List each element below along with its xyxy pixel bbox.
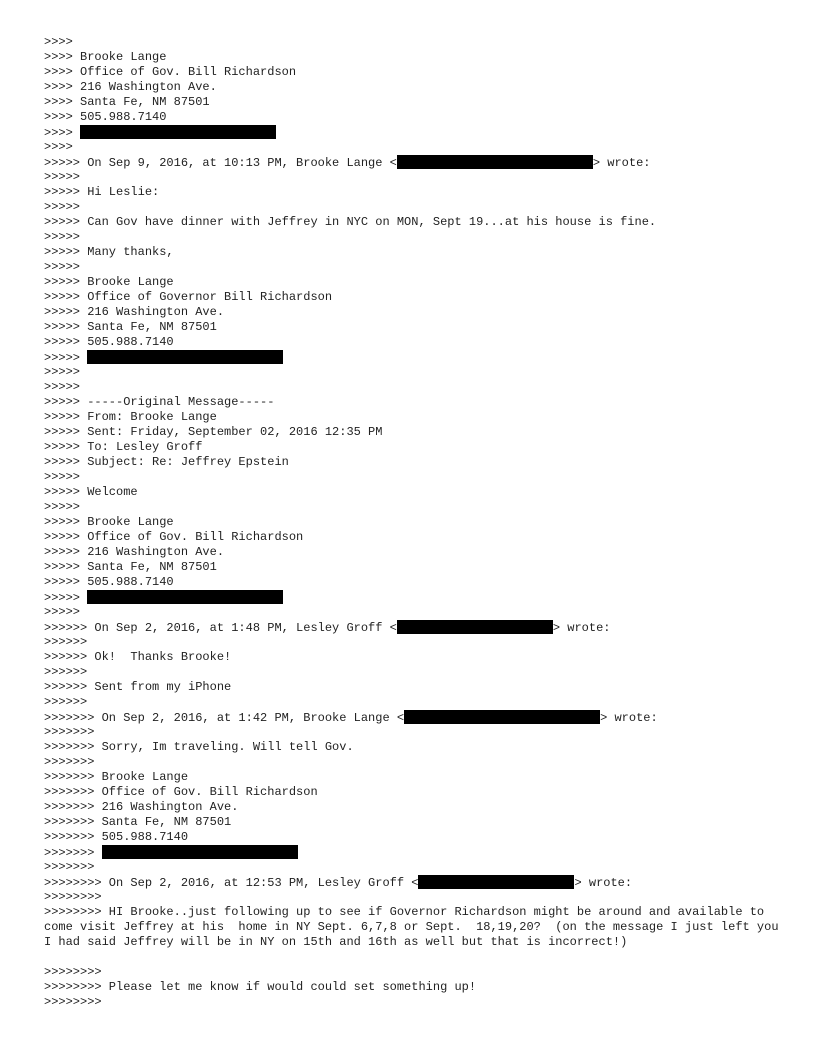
redaction-block [87, 350, 283, 364]
text-line [44, 170, 792, 185]
text-line [44, 875, 792, 890]
line-text: >>>>>>> 216 Washington Ave. [44, 800, 239, 814]
line-text: >>>>>> Sent from my iPhone [44, 680, 232, 694]
text-line [44, 650, 792, 665]
line-text: >>>>>> [44, 665, 88, 679]
text-line [44, 860, 792, 875]
text-line [44, 455, 792, 470]
line-text: >>>>> [44, 365, 81, 379]
text-line [44, 980, 792, 995]
text-line [44, 50, 792, 65]
line-text: >>>>> [44, 230, 81, 244]
text-line [44, 350, 792, 365]
text-line [44, 620, 792, 635]
line-text: >>>>> Brooke Lange [44, 515, 174, 529]
text-line [44, 260, 792, 275]
line-text: >>>>>>>> [44, 965, 102, 979]
line-text: >>>>> [44, 380, 81, 394]
line-text: >>>>> Subject: Re: Jeffrey Epstein [44, 455, 289, 469]
line-text: >>>>>>> Office of Gov. Bill Richardson [44, 785, 318, 799]
line-text: >>>>> Hi Leslie: [44, 185, 160, 199]
text-line [44, 275, 792, 290]
text-line [44, 320, 792, 335]
text-line [44, 125, 792, 140]
line-text: >>>>> Santa Fe, NM 87501 [44, 560, 217, 574]
text-line [44, 725, 792, 740]
line-text: >>>>>> On Sep 2, 2016, at 1:48 PM, Lesley Groff < [44, 621, 397, 635]
line-text: >>>>> Can Gov have dinner with Jeffrey in NYC on MON, Sept 19...at his house is fine. [44, 215, 657, 229]
line-text: >>>>> Office of Governor Bill Richardson [44, 290, 333, 304]
text-line [44, 785, 792, 800]
line-text: >>>>>>> Santa Fe, NM 87501 [44, 815, 232, 829]
line-text: >>>>> [44, 351, 88, 365]
redaction-block [102, 845, 298, 859]
text-line [44, 965, 792, 980]
line-text: >>>> [44, 35, 73, 49]
text-line [44, 365, 792, 380]
line-text: >>>>> 216 Washington Ave. [44, 545, 225, 559]
line-text: >>>>> Sent: Friday, September 02, 2016 12:35 PM [44, 425, 383, 439]
line-text: >>>>> From: Brooke Lange [44, 410, 217, 424]
line-text: >>>>>>> [44, 755, 95, 769]
text-line [44, 80, 792, 95]
line-text: >>>>> [44, 605, 81, 619]
line-text: >>>>> Santa Fe, NM 87501 [44, 320, 217, 334]
text-line [44, 155, 792, 170]
text-line [44, 710, 792, 725]
text-line [44, 770, 792, 785]
text-line [44, 890, 792, 905]
line-text: >>>> Santa Fe, NM 87501 [44, 95, 210, 109]
line-text: >>>>> 505.988.7140 [44, 335, 174, 349]
text-line [44, 815, 792, 830]
line-text: >>>>>>>> HI Brooke..just following up to see if Governor Richardson might be around and available to come visit Jeffrey at his home in NY Sept. 6,7,8 or Sept. 18,19,20? (on the message I just left you I had said Jeffrey will be in NY on 15th and 16th as well but that is incorrect!) [44, 905, 786, 949]
line-text: >>>>> Office of Gov. Bill Richardson [44, 530, 304, 544]
text-line [44, 635, 792, 650]
text-line [44, 470, 792, 485]
redaction-block [397, 155, 593, 169]
text-line [44, 590, 792, 605]
line-text: >>>>> Brooke Lange [44, 275, 174, 289]
line-text: >>>>>>>> Please let me know if would could set something up! [44, 980, 477, 994]
text-line [44, 290, 792, 305]
text-line [44, 245, 792, 260]
line-text: >>>> Office of Gov. Bill Richardson [44, 65, 297, 79]
text-line [44, 755, 792, 770]
text-line [44, 680, 792, 695]
line-text: >>>>>>>> [44, 890, 102, 904]
text-line [44, 515, 792, 530]
line-text: >>>>> [44, 200, 81, 214]
line-text: >>>>>>>> [44, 995, 102, 1009]
text-line [44, 395, 792, 410]
redaction-block [418, 875, 574, 889]
text-line [44, 995, 792, 1010]
line-text: >>>>>>> 505.988.7140 [44, 830, 189, 844]
text-line [44, 485, 792, 500]
line-text: >>>>>>> [44, 725, 95, 739]
text-line [44, 440, 792, 455]
text-line [44, 380, 792, 395]
line-text: >>>>> -----Original Message----- [44, 395, 275, 409]
text-line [44, 530, 792, 545]
text-line [44, 185, 792, 200]
text-line [44, 335, 792, 350]
line-text: >>>>> To: Lesley Groff [44, 440, 203, 454]
text-line [44, 230, 792, 245]
line-text: >>>>> On Sep 9, 2016, at 10:13 PM, Brooke Lange < [44, 156, 397, 170]
line-text: >>>>> Welcome [44, 485, 138, 499]
text-line [44, 410, 792, 425]
line-text: >>>>>>> [44, 846, 102, 860]
line-text-after: > wrote: [552, 621, 611, 635]
line-text: >>>>> Many thanks, [44, 245, 174, 259]
text-line [44, 545, 792, 560]
text-line [44, 905, 792, 965]
text-line [44, 560, 792, 575]
line-text: >>>>> 505.988.7140 [44, 575, 174, 589]
line-text: >>>>>>> Sorry, Im traveling. Will tell Gov. [44, 740, 354, 754]
line-text: >>>>> [44, 470, 81, 484]
line-text-after: > wrote: [592, 156, 651, 170]
text-line [44, 845, 792, 860]
redaction-block [404, 710, 600, 724]
text-line [44, 95, 792, 110]
line-text-after: > wrote: [600, 711, 658, 725]
redaction-block [397, 620, 553, 634]
text-line [44, 65, 792, 80]
text-line [44, 740, 792, 755]
line-text: >>>>>>>> On Sep 2, 2016, at 12:53 PM, Lesley Groff < [44, 876, 419, 890]
line-text: >>>>>>> [44, 860, 95, 874]
line-text: >>>>>>> Brooke Lange [44, 770, 189, 784]
line-text: >>>>> [44, 591, 88, 605]
line-text: >>>> [44, 140, 73, 154]
text-line [44, 215, 792, 230]
text-line [44, 575, 792, 590]
line-text: >>>> [44, 126, 81, 140]
line-text: >>>>>> Ok! Thanks Brooke! [44, 650, 232, 664]
line-text: >>>> 505.988.7140 [44, 110, 167, 124]
text-line [44, 35, 792, 50]
text-line [44, 425, 792, 440]
line-text: >>>>> [44, 500, 81, 514]
text-line [44, 800, 792, 815]
text-line [44, 665, 792, 680]
line-text: >>>>> 216 Washington Ave. [44, 305, 225, 319]
line-text: >>>>>>> On Sep 2, 2016, at 1:42 PM, Brooke Lange < [44, 711, 405, 725]
redaction-block [87, 590, 283, 604]
line-text: >>>>>> [44, 635, 88, 649]
email-thread-document [44, 35, 792, 1010]
text-line [44, 200, 792, 215]
text-line [44, 830, 792, 845]
line-text: >>>>> [44, 170, 81, 184]
line-text: >>>> 216 Washington Ave. [44, 80, 217, 94]
line-text: >>>>>> [44, 695, 88, 709]
redaction-block [80, 125, 276, 139]
text-line [44, 500, 792, 515]
text-line [44, 695, 792, 710]
text-line [44, 110, 792, 125]
text-line [44, 605, 792, 620]
text-line [44, 140, 792, 155]
line-text-after: > wrote: [574, 876, 633, 890]
line-text: >>>>> [44, 260, 81, 274]
line-text: >>>> Brooke Lange [44, 50, 167, 64]
text-line [44, 305, 792, 320]
